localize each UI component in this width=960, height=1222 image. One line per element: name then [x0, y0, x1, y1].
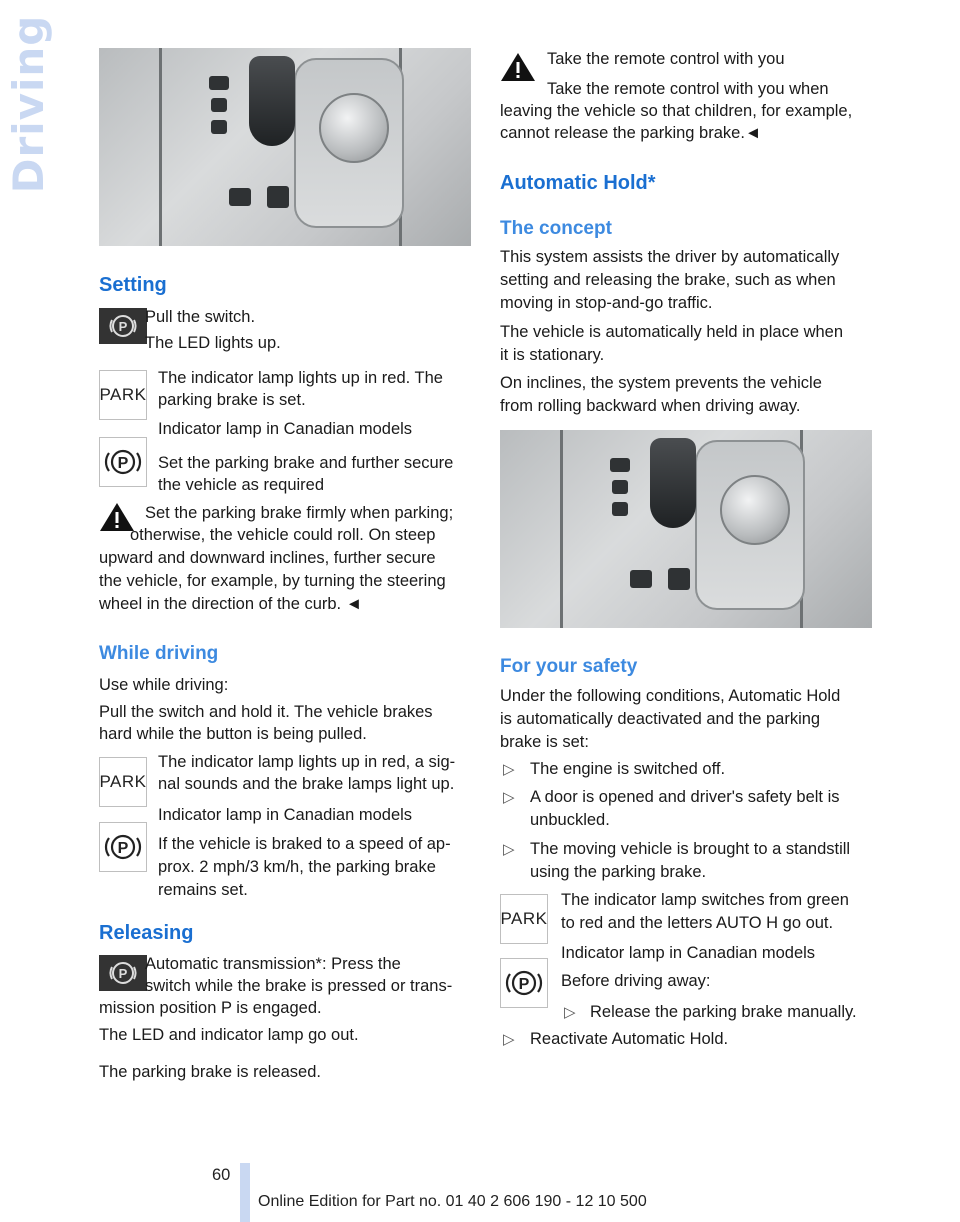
park-indicator-icon: PARK	[99, 370, 147, 420]
heading-releasing: Releasing	[99, 922, 194, 944]
canadian-brake-lamp-icon-3	[500, 958, 548, 1008]
text-concept-1: This system assists the driver by automatically	[500, 248, 840, 266]
text-canadian-3: Indicator lamp in Canadian models	[561, 944, 816, 962]
text-pull-hold-2: hard while the button is being pulled.	[99, 725, 367, 743]
text-bullet-3a: The moving vehicle is brought to a standstill	[530, 840, 851, 858]
text-held-1: The vehicle is automatically held in place when	[500, 323, 844, 341]
text-remote-2: leaving the vehicle so that children, for example,	[500, 102, 853, 120]
heading-the-concept: The concept	[500, 218, 612, 239]
text-secure-2: the vehicle as required	[158, 476, 325, 494]
text-led-lights: The LED lights up.	[145, 334, 281, 352]
text-canadian-2: Indicator lamp in Canadian models	[158, 806, 413, 824]
footer-edition-text: Online Edition for Part no. 01 40 2 606 190 - 12 10 500	[258, 1193, 647, 1210]
text-held-2: it is stationary.	[500, 346, 605, 364]
text-released: The parking brake is released.	[99, 1063, 321, 1081]
heading-for-your-safety: For your safety	[500, 656, 638, 677]
text-warn-2: otherwise, the vehicle could roll. On steep	[130, 526, 436, 544]
canadian-brake-lamp-icon	[99, 437, 147, 487]
text-green-2: to red and the letters AUTO H go out.	[561, 914, 834, 932]
text-canadian-1: Indicator lamp in Canadian models	[158, 420, 413, 438]
park-indicator-icon-3: PARK	[500, 894, 548, 944]
text-remote-3: cannot release the parking brake.◄	[500, 124, 762, 142]
text-pull-hold-1: Pull the switch and hold it. The vehicle brakes	[99, 703, 433, 721]
text-auto-1: Automatic transmission*: Press the	[145, 955, 401, 973]
text-concept-3: moving in stop-and-go traffic.	[500, 294, 713, 312]
text-incline-2: from rolling backward when driving away.	[500, 397, 801, 415]
text-warn-4: the vehicle, for example, by turning the steering	[99, 572, 446, 590]
text-incline-1: On inclines, the system prevents the vehicle	[500, 374, 822, 392]
console-photo-top	[99, 48, 471, 246]
svg-text:P: P	[117, 840, 129, 857]
svg-text:P: P	[118, 319, 128, 334]
svg-text:P: P	[118, 966, 128, 981]
heading-automatic-hold: Automatic Hold*	[500, 172, 656, 194]
text-warn-5: wheel in the direction of the curb. ◄	[99, 595, 363, 613]
text-cond-3: brake is set:	[500, 733, 589, 751]
text-warn-3: upward and downward inclines, further secure	[99, 549, 436, 567]
text-cond-2: is automatically deactivated and the parking	[500, 710, 821, 728]
text-green-1: The indicator lamp switches from green	[561, 891, 849, 909]
text-auto-2: switch while the brake is pressed or trans-	[145, 977, 453, 995]
console-photo-bottom	[500, 430, 872, 628]
text-bullet-4: Reactivate Automatic Hold.	[530, 1030, 729, 1048]
text-remote-1: Take the remote control with you when	[547, 80, 829, 98]
heading-while-driving: While driving	[99, 643, 219, 664]
text-sub-bullet: Release the parking brake manually.	[590, 1003, 857, 1021]
section-side-title: Driving	[4, 14, 53, 194]
canadian-brake-lamp-icon-2	[99, 822, 147, 872]
text-cond-1: Under the following conditions, Automatic Hold	[500, 687, 841, 705]
parking-brake-switch-icon	[99, 308, 147, 344]
text-bullet-3b: using the parking brake.	[530, 863, 707, 881]
text-before: Before driving away:	[561, 972, 711, 990]
bullet-arrow-icon: ▷	[503, 789, 515, 806]
text-led-out: The LED and indicator lamp go out.	[99, 1026, 359, 1044]
svg-text:P: P	[117, 455, 129, 472]
bullet-arrow-icon: ▷	[503, 761, 515, 778]
warning-triangle-icon-2	[500, 52, 536, 82]
text-sig-1: The indicator lamp lights up in red, a sig-	[158, 753, 456, 771]
bullet-arrow-icon: ▷	[503, 1031, 515, 1048]
text-secure-1: Set the parking brake and further secure	[158, 454, 454, 472]
park-indicator-icon-2: PARK	[99, 757, 147, 807]
heading-setting: Setting	[99, 274, 167, 296]
text-use-while: Use while driving:	[99, 676, 229, 694]
bullet-arrow-icon: ▷	[564, 1004, 576, 1021]
text-bullet-1: The engine is switched off.	[530, 760, 726, 778]
footer-accent-bar	[240, 1163, 250, 1222]
text-pull-switch: Pull the switch.	[145, 308, 256, 326]
svg-text:P: P	[518, 976, 530, 993]
text-concept-2: setting and releasing the brake, such as when	[500, 271, 836, 289]
parking-brake-switch-icon-2	[99, 955, 147, 991]
text-indicator-red-1: The indicator lamp lights up in red. The	[158, 369, 443, 387]
text-auto-3: mission position P is engaged.	[99, 999, 322, 1017]
text-braked-1: If the vehicle is braked to a speed of ap-	[158, 835, 451, 853]
text-sig-2: nal sounds and the brake lamps light up.	[158, 775, 455, 793]
page-number: 60	[212, 1166, 231, 1184]
text-remote-title: Take the remote control with you	[547, 50, 785, 68]
text-warn-1: Set the parking brake firmly when parking;	[145, 504, 454, 522]
text-braked-3: remains set.	[158, 881, 248, 899]
text-bullet-2b: unbuckled.	[530, 811, 610, 829]
text-braked-2: prox. 2 mph/3 km/h, the parking brake	[158, 858, 436, 876]
bullet-arrow-icon: ▷	[503, 841, 515, 858]
text-indicator-red-2: parking brake is set.	[158, 391, 306, 409]
text-bullet-2a: A door is opened and driver's safety belt is	[530, 788, 840, 806]
